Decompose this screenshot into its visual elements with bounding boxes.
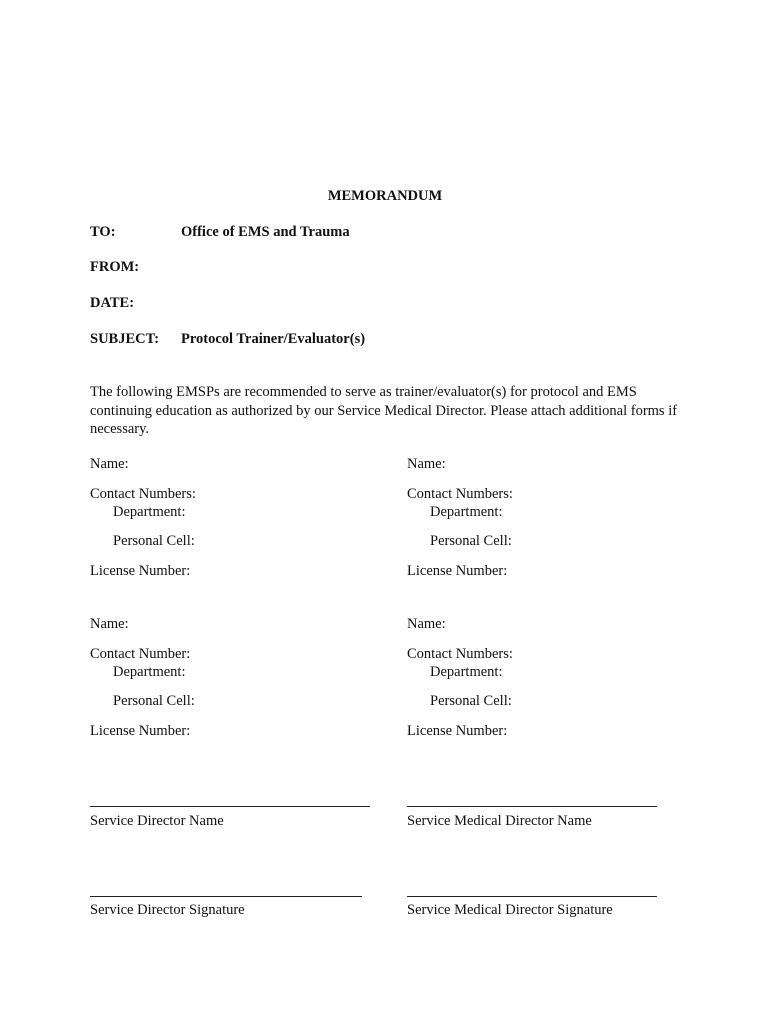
subject-label: SUBJECT: bbox=[90, 331, 160, 347]
service-director-name-line[interactable] bbox=[90, 806, 370, 807]
department-label: Department: bbox=[113, 504, 186, 520]
contact-numbers-label: Contact Numbers: bbox=[407, 486, 513, 502]
name-label: Name: bbox=[407, 456, 446, 472]
license-number-label: License Number: bbox=[90, 723, 191, 739]
department-label: Department: bbox=[430, 504, 503, 520]
medical-director-name-line[interactable] bbox=[407, 806, 657, 807]
contact-numbers-label: Contact Numbers: bbox=[90, 486, 196, 502]
date-label: DATE: bbox=[90, 295, 135, 311]
service-director-signature-label: Service Director Signature bbox=[90, 902, 245, 918]
from-label: FROM: bbox=[90, 259, 140, 275]
name-label: Name: bbox=[90, 616, 129, 632]
department-label: Department: bbox=[113, 664, 186, 680]
intro-paragraph: The following EMSPs are recommended to serve as trainer/evaluator(s) for protocol and EMS continuing education as authorized by our Service Medical Director. Please attach additional forms if necessary. bbox=[90, 384, 678, 437]
name-label: Name: bbox=[90, 456, 129, 472]
service-director-name-label: Service Director Name bbox=[90, 813, 224, 829]
personal-cell-label: Personal Cell: bbox=[113, 533, 195, 549]
license-number-label: License Number: bbox=[90, 563, 191, 579]
to-label: TO: bbox=[90, 224, 116, 240]
medical-director-name-label: Service Medical Director Name bbox=[407, 813, 592, 829]
service-director-signature-line[interactable] bbox=[90, 896, 362, 897]
license-number-label: License Number: bbox=[407, 563, 508, 579]
license-number-label: License Number: bbox=[407, 723, 508, 739]
department-label: Department: bbox=[430, 664, 503, 680]
personal-cell-label: Personal Cell: bbox=[430, 533, 512, 549]
subject-value: Protocol Trainer/Evaluator(s) bbox=[181, 331, 366, 347]
contact-numbers-label: Contact Numbers: bbox=[407, 646, 513, 662]
contact-numbers-label: Contact Number: bbox=[90, 646, 191, 662]
memo-title: MEMORANDUM bbox=[327, 188, 443, 204]
name-label: Name: bbox=[407, 616, 446, 632]
to-value: Office of EMS and Trauma bbox=[181, 224, 350, 240]
personal-cell-label: Personal Cell: bbox=[113, 693, 195, 709]
personal-cell-label: Personal Cell: bbox=[430, 693, 512, 709]
medical-director-signature-line[interactable] bbox=[407, 896, 657, 897]
medical-director-signature-label: Service Medical Director Signature bbox=[407, 902, 613, 918]
